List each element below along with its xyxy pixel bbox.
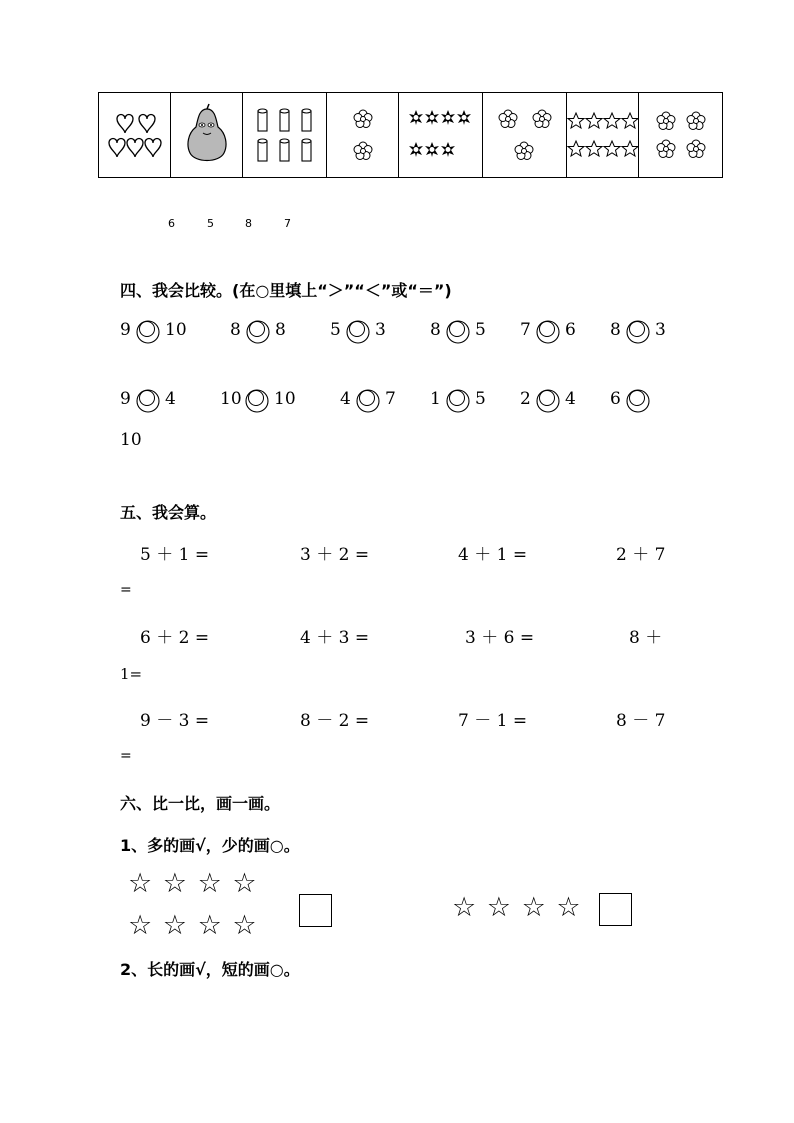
- section-title: 四、我会比较。(在○里填上“＞”“＜”或“＝”): [120, 281, 452, 300]
- compare-circle[interactable]: [245, 318, 271, 348]
- question-text: 2、长的画√，短的画○。: [120, 960, 300, 979]
- compare-right-number: 4: [165, 389, 176, 409]
- compare-right-number: 10: [165, 320, 187, 340]
- compare-circle[interactable]: [355, 387, 381, 417]
- compare-right-number: 4: [565, 389, 576, 409]
- compare-left-number: 10: [220, 389, 242, 409]
- equation: 8 － 2 =: [300, 711, 370, 731]
- cell-cylinders: [243, 93, 327, 178]
- count-number: 5: [207, 217, 214, 230]
- compare-circle[interactable]: [535, 387, 561, 417]
- cell-suns: [399, 93, 483, 178]
- compare-circle[interactable]: [625, 387, 651, 417]
- cell-flowers-4: [639, 93, 723, 178]
- compare-circle[interactable]: [345, 318, 371, 348]
- picture-table: [98, 92, 723, 178]
- equation: 5 ＋ 1 =: [140, 545, 210, 565]
- compare-right-number: 3: [655, 320, 666, 340]
- count-number: 7: [284, 217, 291, 230]
- equation: 6 ＋ 2 =: [140, 628, 210, 648]
- star-group: ☆ ☆ ☆ ☆: [128, 868, 258, 899]
- star-group: ☆ ☆ ☆ ☆: [128, 910, 258, 941]
- compare-right-number: 5: [475, 320, 486, 340]
- compare-circle[interactable]: [445, 387, 471, 417]
- equation: 4 ＋ 1 =: [458, 545, 528, 565]
- compare-left-number: 8: [610, 320, 621, 340]
- question-text: 1、多的画√，少的画○。: [120, 836, 300, 855]
- count-number: 8: [245, 217, 252, 230]
- section-title: 六、比一比，画一画。: [120, 794, 281, 813]
- equation: 3 ＋ 6 =: [465, 628, 535, 648]
- pear-icon: [182, 103, 232, 167]
- compare-left-number: 6: [610, 389, 621, 409]
- star-group: ☆ ☆ ☆ ☆: [452, 892, 582, 923]
- compare-circle[interactable]: [244, 387, 270, 417]
- sun-icon: [406, 103, 476, 167]
- cell-pear: [171, 93, 243, 178]
- compare-circle[interactable]: [135, 318, 161, 348]
- compare-left-number: 9: [120, 389, 131, 409]
- cylinder-icon: [250, 103, 320, 167]
- flower-icon: [490, 103, 560, 167]
- equation: 4 ＋ 3 =: [300, 628, 370, 648]
- compare-right-number: 7: [385, 389, 396, 409]
- compare-circle[interactable]: [135, 387, 161, 417]
- compare-left-number: 9: [120, 320, 131, 340]
- compare-left-number: 4: [340, 389, 351, 409]
- equation: 7 － 1 =: [458, 711, 528, 731]
- compare-right-number: 8: [275, 320, 286, 340]
- equation-wrap: 1=: [120, 665, 143, 683]
- compare-left-number: 8: [430, 320, 441, 340]
- compare-left-number: 2: [520, 389, 531, 409]
- compare-right-number: 5: [475, 389, 486, 409]
- flower-icon: [646, 103, 716, 167]
- compare-left-number: 1: [430, 389, 441, 409]
- equation-wrap: =: [120, 748, 132, 764]
- count-number: 6: [168, 217, 175, 230]
- answer-box[interactable]: [299, 894, 332, 927]
- equation: 8 － 7: [616, 711, 666, 731]
- equation: 2 ＋ 7: [616, 545, 666, 565]
- star-icon: [567, 103, 639, 167]
- compare-right-number: 6: [565, 320, 576, 340]
- compare-left-number: 5: [330, 320, 341, 340]
- equation: 9 － 3 =: [140, 711, 210, 731]
- equation-wrap: =: [120, 582, 132, 598]
- flower-icon: [338, 103, 388, 167]
- cell-stars: [567, 93, 639, 178]
- compare-left-number: 8: [230, 320, 241, 340]
- wrapped-number: 10: [120, 430, 142, 450]
- compare-left-number: 7: [520, 320, 531, 340]
- section-title: 五、我会算。: [120, 503, 217, 522]
- cell-flowers-3: [483, 93, 567, 178]
- cell-hearts: [99, 93, 171, 178]
- compare-circle[interactable]: [535, 318, 561, 348]
- heart-icon: [105, 105, 165, 165]
- equation: 8 ＋: [629, 628, 663, 648]
- compare-circle[interactable]: [445, 318, 471, 348]
- compare-right-number: 3: [375, 320, 386, 340]
- cell-flowers-2: [327, 93, 399, 178]
- compare-right-number: 10: [274, 389, 296, 409]
- answer-box[interactable]: [599, 893, 632, 926]
- equation: 3 ＋ 2 =: [300, 545, 370, 565]
- compare-circle[interactable]: [625, 318, 651, 348]
